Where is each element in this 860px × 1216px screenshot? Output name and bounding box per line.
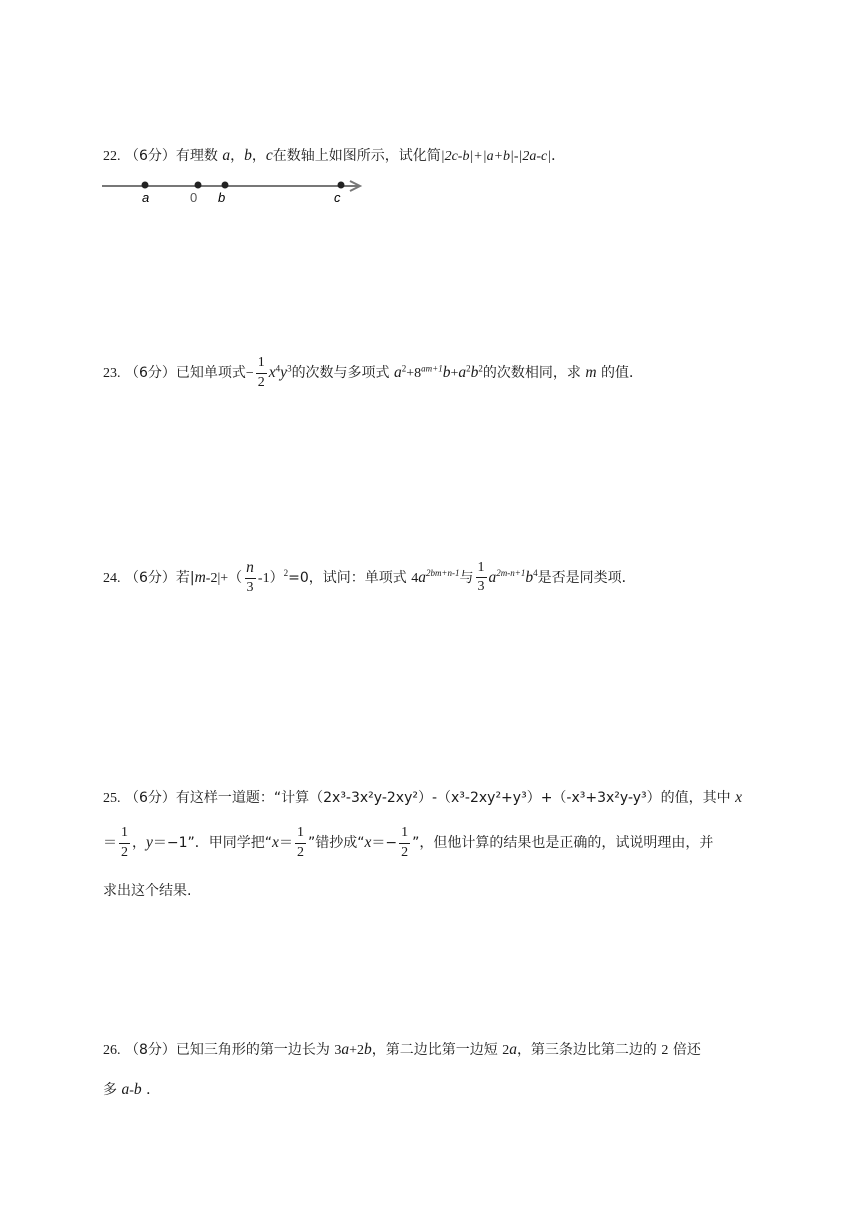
- exponent: 3: [287, 363, 292, 374]
- question-text: 若|: [175, 569, 195, 586]
- question-text: =0，试问：单项式: [288, 569, 407, 586]
- label-c: c: [334, 190, 341, 205]
- operator: +: [450, 366, 459, 382]
- fraction: $\frac{1}{2}$: [401, 825, 409, 860]
- operator: +2: [349, 1043, 364, 1058]
- question-text: 的次数相同，求: [482, 365, 581, 382]
- period: ．: [551, 148, 566, 164]
- question-text: ”，但他计算的结果也是正确的，试说明理由，并: [412, 835, 714, 852]
- question-text: ＝−1”．甲同学把“: [152, 835, 273, 852]
- coefficient: 2: [661, 1043, 669, 1058]
- question-text: 的值．: [601, 365, 644, 382]
- question-number: 24.: [103, 570, 121, 586]
- minus-sign: −: [245, 366, 254, 382]
- question-text: 与: [459, 569, 474, 586]
- variable: a: [458, 364, 467, 382]
- variable: a: [222, 147, 231, 164]
- point-a: [142, 182, 149, 189]
- variable: b: [525, 568, 534, 586]
- operator: +8: [406, 366, 422, 382]
- variable: a: [394, 364, 402, 382]
- separator: ，: [132, 835, 146, 852]
- variable: a: [418, 568, 426, 586]
- variable: c: [265, 147, 273, 164]
- variable: y: [146, 834, 153, 852]
- separator: ，: [251, 148, 266, 164]
- question-text: 有这样一道题：“计算（2x³-3x²y-2xy²）-（x³-2xy²+y³）+（-x³+3x²y-y³）的值，其中: [175, 790, 731, 806]
- exponent: 2m-n+1: [496, 568, 526, 579]
- point-c: [338, 182, 345, 189]
- variable: b: [442, 364, 451, 382]
- variable: b: [470, 364, 479, 382]
- fraction: $\frac{1}{2}$: [257, 355, 265, 390]
- variable: a: [341, 1041, 350, 1058]
- question-text: 在数轴上如图所示，试化简: [272, 148, 441, 164]
- fraction: $\frac{n}{3}$: [246, 559, 254, 596]
- question-text: 已知单项式: [175, 365, 246, 382]
- exponent: am+1: [421, 363, 443, 374]
- score: （6分）: [124, 148, 176, 164]
- question-24: [103, 560, 770, 596]
- question-text: 多: [103, 1082, 117, 1098]
- point-b: [222, 182, 229, 189]
- operator: ＝: [278, 835, 293, 852]
- label-b: b: [218, 190, 226, 205]
- question-22: [103, 148, 770, 164]
- separator: ，: [230, 148, 245, 164]
- exponent: 2: [283, 568, 289, 579]
- point-0: [195, 182, 202, 189]
- question-text: 有理数: [175, 148, 218, 164]
- score: （8分）: [124, 1042, 176, 1058]
- variable: a: [488, 568, 497, 586]
- variable: x: [272, 834, 279, 852]
- question-number: 26.: [103, 1043, 121, 1058]
- variable: m: [194, 568, 206, 586]
- period: ．: [146, 1082, 161, 1098]
- expression: |2c-b|+|a+b|-|2a-c|: [440, 149, 552, 164]
- question-text: 的次数与多项式: [291, 365, 390, 382]
- coefficient: 2: [502, 1043, 510, 1058]
- question-25: [103, 790, 770, 806]
- variable: x: [268, 364, 276, 382]
- question-number: 23.: [103, 366, 121, 382]
- variable: b: [363, 1041, 372, 1058]
- number-line-figure: [100, 176, 370, 210]
- question-number: 25.: [103, 791, 121, 806]
- fraction: $\frac{1}{2}$: [296, 825, 304, 860]
- variable: b: [244, 147, 252, 164]
- question-text: 求出这个结果.: [103, 883, 192, 899]
- variable: m: [585, 364, 597, 382]
- question-text: 倍还: [672, 1042, 701, 1058]
- coefficient: 4: [411, 570, 419, 586]
- label-a: a: [142, 190, 150, 205]
- variable: a: [509, 1041, 517, 1058]
- operator: -: [129, 1083, 134, 1098]
- exponent: 4: [275, 363, 281, 374]
- question-text: ”错抄成“: [307, 835, 365, 852]
- exponent: 2: [466, 363, 471, 374]
- question-25-line-3: [103, 884, 770, 898]
- question-text: ，第二边比第一边短: [371, 1042, 498, 1058]
- variable: b: [133, 1081, 142, 1098]
- variable: x: [364, 834, 372, 852]
- fraction: $\frac{1}{2}$: [121, 825, 128, 860]
- score: （6分）: [124, 569, 176, 586]
- exponent: 2bm+n-1: [425, 568, 460, 579]
- label-0: 0: [190, 190, 198, 205]
- score: （6分）: [124, 790, 176, 806]
- question-25-line-2: [103, 826, 770, 860]
- coefficient: 3: [334, 1043, 342, 1058]
- question-text: ，第三条边比第二边的: [516, 1042, 657, 1058]
- question-number: 22.: [103, 149, 121, 164]
- variable: y: [280, 364, 288, 382]
- expression: -1）: [257, 570, 284, 586]
- expression: -2|+（: [205, 570, 243, 586]
- question-23: [103, 356, 770, 390]
- question-text: 是否是同类项．: [537, 569, 636, 586]
- variable: a: [121, 1081, 130, 1098]
- question-26-line-2: [103, 1082, 770, 1098]
- exponent: 4: [533, 568, 538, 579]
- score: （6分）: [124, 365, 176, 382]
- exponent: 2: [478, 363, 483, 374]
- operator: ＝: [103, 835, 117, 852]
- fraction: $\frac{1}{3}$: [477, 559, 485, 595]
- question-26: [103, 1042, 770, 1058]
- variable: x: [735, 789, 742, 806]
- exponent: 2: [401, 363, 407, 374]
- question-text: 已知三角形的第一边长为: [175, 1042, 330, 1058]
- operator: ＝−: [371, 835, 398, 852]
